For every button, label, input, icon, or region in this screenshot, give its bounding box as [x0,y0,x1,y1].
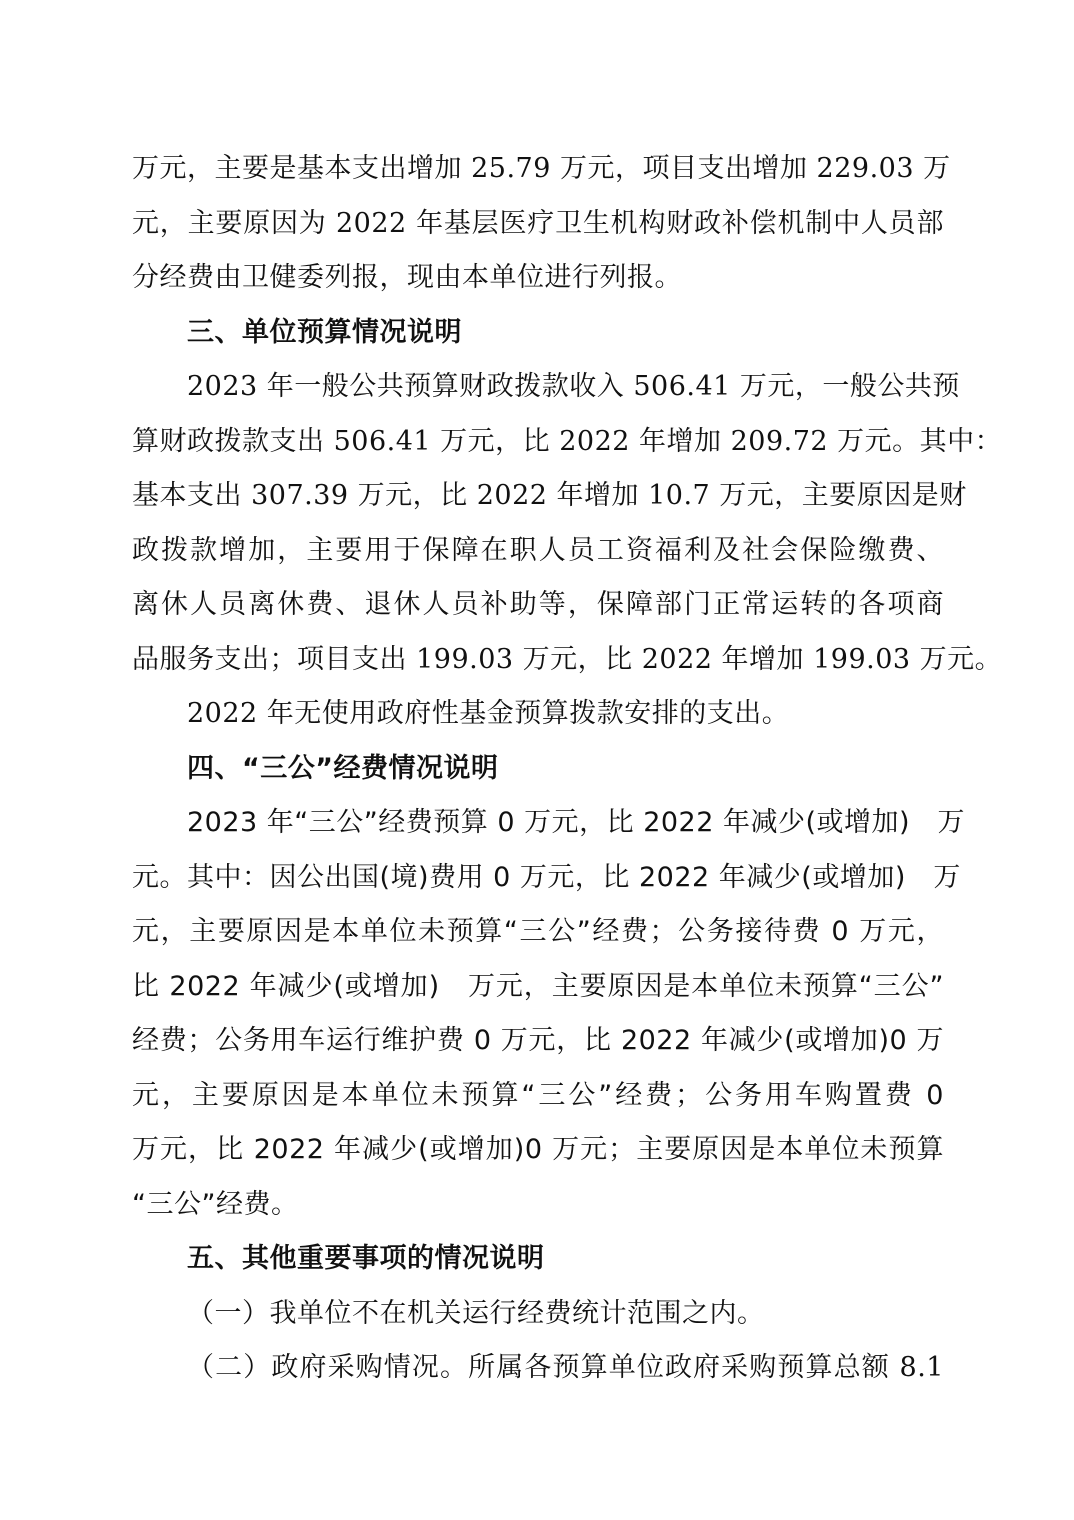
paragraph-line: 分经费由卫健委列报，现由本单位进行列报。 [132,262,682,293]
section-heading-4: 四、“三公”经费情况说明 [187,752,499,784]
paragraph-line: 元，主要原因是本单位未预算“三公”经费；公务接待费 0 万元， [132,916,944,947]
paragraph-line: 2023 年一般公共预算财政拨款收入 506.41 万元，一般公共预 [187,371,960,402]
paragraph-line: 万元，比 2022 年减少(或增加)0 万元；主要原因是本单位未预算 [132,1134,944,1165]
paragraph-line: 政拨款增加，主要用于保障在职人员工资福利及社会保险缴费、 [132,534,944,566]
paragraph-line: （二）政府采购情况。所属各预算单位政府采购预算总额 8.1 [187,1352,944,1383]
paragraph-line: 比 2022 年减少(或增加) 万元，主要原因是本单位未预算“三公” [132,970,944,1002]
paragraph-line: “三公”经费。 [132,1188,299,1220]
paragraph-line: 2022 年无使用政府性基金预算拨款安排的支出。 [187,698,790,729]
paragraph-line: 元。其中：因公出国(境)费用 0 万元，比 2022 年减少(或增加) 万 [132,861,961,893]
paragraph-line: 2023 年“三公”经费预算 0 万元，比 2022 年减少(或增加) 万 [187,807,966,838]
paragraph-line: （一）我单位不在机关运行经费统计范围之内。 [187,1297,765,1329]
paragraph-line: 算财政拨款支出 506.41 万元，比 2022 年增加 209.72 万元。其中： [132,425,1003,457]
paragraph-line: 离休人员离休费、退休人员补助等，保障部门正常运转的各项商 [132,589,944,620]
paragraph-line: 元，主要原因是本单位未预算“三公”经费；公务用车购置费 0 [132,1079,944,1111]
paragraph-line: 基本支出 307.39 万元，比 2022 年增加 10.7 万元，主要原因是财 [132,480,967,511]
section-heading-3: 三、单位预算情况说明 [187,316,462,348]
paragraph-line: 品服务支出；项目支出 199.03 万元，比 2022 年增加 199.03 万元。 [132,643,1003,675]
document-page [132,142,1003,1396]
paragraph-line: 元，主要原因为 2022 年基层医疗卫生机构财政补偿机制中人员部 [132,207,944,239]
paragraph-line: 经费；公务用车运行维护费 0 万元，比 2022 年减少(或增加)0 万 [132,1025,944,1056]
paragraph-line: 万元，主要是基本支出增加 25.79 万元，项目支出增加 229.03 万 [132,153,951,184]
section-heading-5: 五、其他重要事项的情况说明 [187,1243,545,1274]
